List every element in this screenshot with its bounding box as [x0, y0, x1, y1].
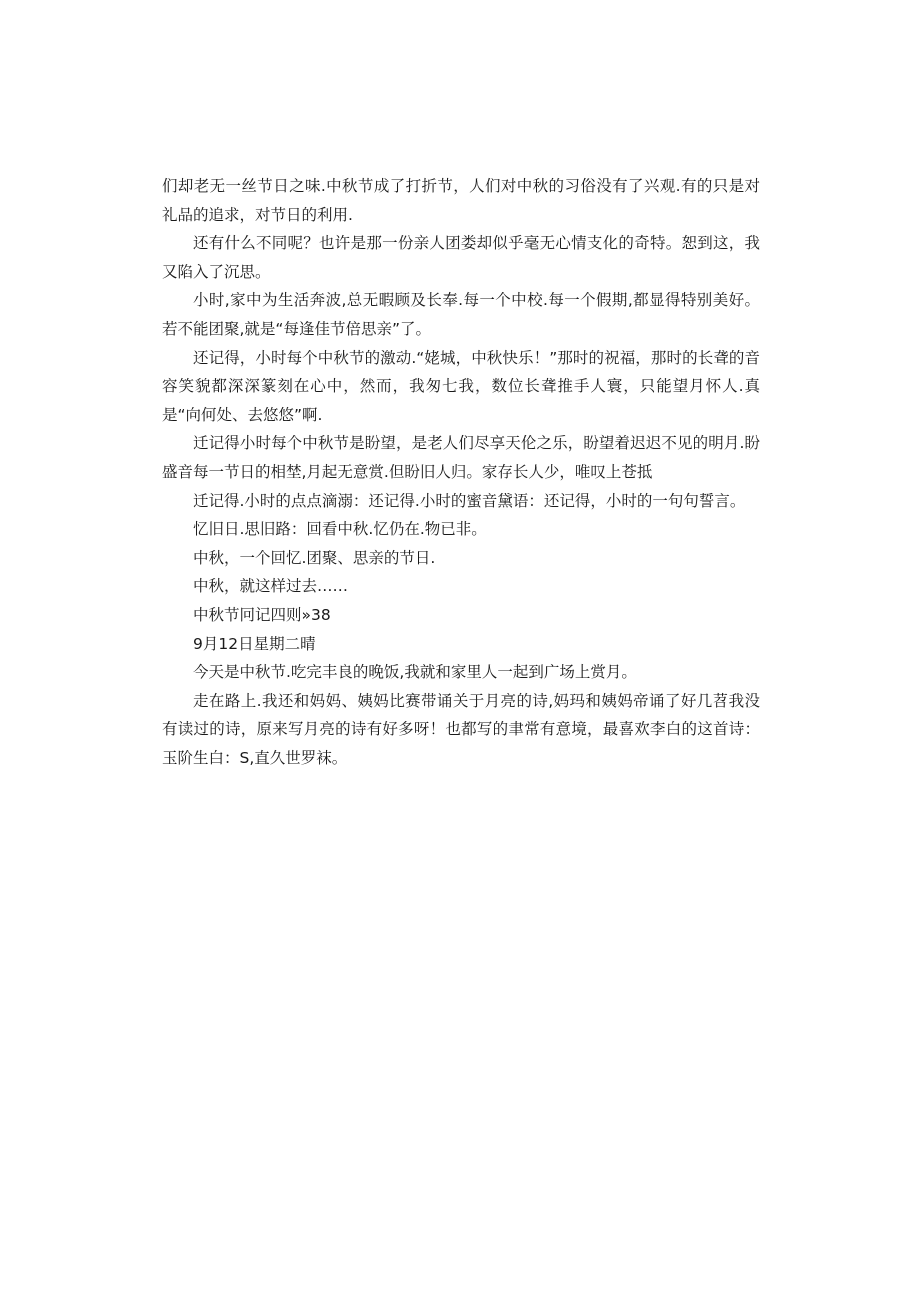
diary-date: 9月12日星期二晴 — [193, 634, 316, 653]
paragraph: 小时,家中为生活奔波,总无暇顾及长奉.每一个中校.每一个假期,都显得特别美好。若不能团聚,就是“每逢佳节倍思亲”了。 — [162, 291, 760, 338]
paragraph: 忆旧日.思旧路：回看中秋.忆仍在.物已非。 — [193, 520, 487, 539]
section-heading: 中秋节冋记四则»38 — [193, 605, 331, 624]
paragraph: 们却老无一丝节日之味.中秋节成了打折节，人们对中秋的习俗没有了兴观.有的只是对礼品的追求，对节日的利用. — [162, 177, 760, 224]
paragraph: 还记得，小时每个中秋节的激动.“姥城，中秋快乐！”那时的祝福，那时的长聋的音容笑貌都深深篆刻在心中，然而，我匆七我，数位长聋推手人寰，只能望月怀人.真是“向何处、去悠悠”啊. — [162, 348, 760, 424]
paragraph: 今天是中秋节.吃完丰良的晚饭,我就和家里人一起到广场上赏月。 — [193, 663, 637, 682]
document-body — [162, 172, 760, 772]
paragraph: 中秋，一个回忆.团聚、思亲的节日. — [193, 548, 436, 567]
paragraph: 迁记得小时每个中秋节是盼望，是老人们尽享天伦之乐，盼望着迟迟不见的明月.盼盛音每一节日的相埜,月起无意赏.但盼旧人归。家存长人少，唯叹上苍抵 — [162, 434, 760, 481]
paragraph: 迁记得.小时的点点滴溺：还记得.小时的蜜音黛语：还记得，小时的一句句誓言。 — [193, 491, 746, 510]
paragraph: 还有什么不同呢？也许是那一份亲人团娄却似乎毫无心情支化的奇特。恕到这，我又陷入了沉思。 — [162, 234, 760, 281]
paragraph: 中秋，就这样过去…… — [193, 577, 349, 596]
paragraph: 走在路上.我还和妈妈、姨妈比赛带诵关于月亮的诗,妈玛和姨妈帝诵了好几苕我没有读过的诗，原来写月亮的诗有好多呀！也都写的聿常有意境，最喜欢李白的这首诗：玉阶生白：S,直久世罗袜。 — [162, 691, 760, 767]
